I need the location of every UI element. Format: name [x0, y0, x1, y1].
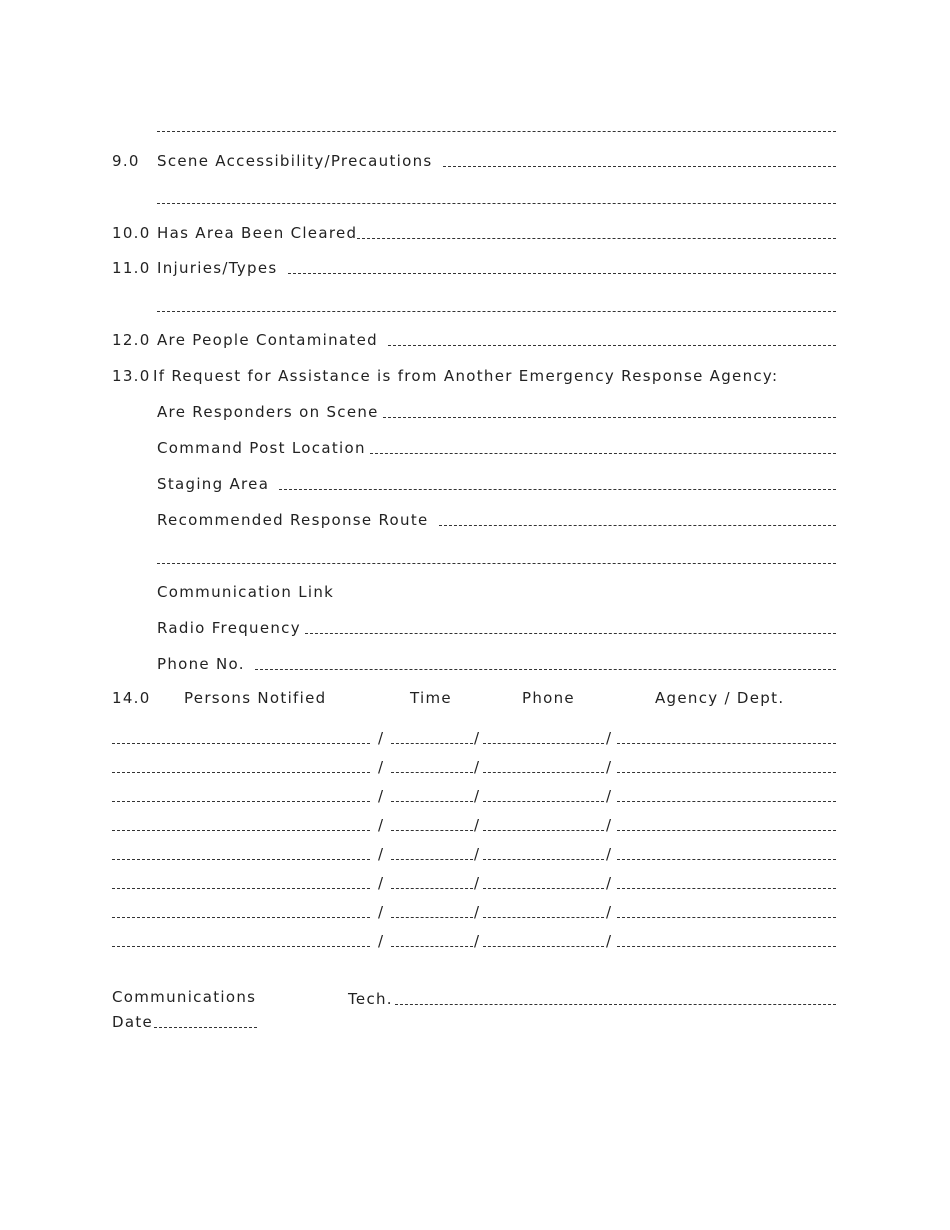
staging-label: Staging Area — [157, 475, 270, 493]
phone-field[interactable] — [483, 859, 604, 860]
item-11-number: 11.0 — [112, 259, 151, 277]
agency-field[interactable] — [617, 801, 836, 802]
column-separator: / — [474, 874, 481, 892]
column-separator: / — [606, 874, 613, 892]
column-separator: / — [378, 903, 385, 921]
person-field[interactable] — [112, 830, 370, 831]
date-field[interactable] — [154, 1015, 257, 1028]
item-10-row — [112, 222, 836, 242]
persons-notified-header: Persons Notified — [184, 689, 327, 707]
injuries-field-line2[interactable] — [157, 311, 836, 312]
radio-field[interactable] — [305, 621, 836, 634]
item-9-number: 9.0 — [112, 152, 140, 170]
column-separator: / — [378, 729, 385, 747]
staging-field[interactable] — [279, 477, 836, 490]
column-separator: / — [474, 903, 481, 921]
route-field-line2[interactable] — [157, 563, 836, 564]
time-field[interactable] — [391, 830, 473, 831]
item-12-label: Are People Contaminated — [157, 331, 378, 349]
person-field[interactable] — [112, 859, 370, 860]
agency-field[interactable] — [617, 917, 836, 918]
column-separator: / — [606, 816, 613, 834]
column-separator: / — [378, 787, 385, 805]
agency-field[interactable] — [617, 830, 836, 831]
agency-field[interactable] — [617, 859, 836, 860]
column-separator: / — [606, 729, 613, 747]
column-separator: / — [378, 816, 385, 834]
responders-label: Are Responders on Scene — [157, 403, 379, 421]
route-label: Recommended Response Route — [157, 511, 429, 529]
date-row — [112, 1011, 257, 1031]
column-separator: / — [606, 932, 613, 950]
command-post-row — [157, 437, 836, 457]
column-separator: / — [606, 903, 613, 921]
agency-field[interactable] — [617, 888, 836, 889]
person-field[interactable] — [112, 888, 370, 889]
item-13-number: 13.0 — [112, 367, 151, 385]
item-13-row — [112, 365, 836, 385]
communications-label: Communications — [112, 988, 257, 1006]
time-field[interactable] — [391, 743, 473, 744]
route-row — [157, 509, 836, 529]
injuries-field[interactable] — [288, 261, 836, 274]
column-separator: / — [606, 787, 613, 805]
comm-link-label: Communication Link — [157, 583, 335, 601]
column-separator: / — [378, 932, 385, 950]
area-cleared-field[interactable] — [357, 226, 836, 239]
notified-row — [112, 727, 836, 747]
tech-row — [348, 988, 836, 1008]
command-post-field[interactable] — [370, 441, 836, 454]
time-header: Time — [410, 689, 452, 707]
agency-header: Agency / Dept. — [655, 689, 785, 707]
notified-row — [112, 901, 836, 921]
time-field[interactable] — [391, 917, 473, 918]
agency-field[interactable] — [617, 772, 836, 773]
column-separator: / — [378, 845, 385, 863]
phone-field[interactable] — [255, 657, 836, 670]
scene-accessibility-field[interactable] — [443, 154, 837, 167]
contaminated-field[interactable] — [388, 333, 836, 346]
tech-label: Tech. — [348, 990, 393, 1008]
item-9-row — [112, 150, 836, 170]
column-separator: / — [474, 845, 481, 863]
time-field[interactable] — [391, 859, 473, 860]
column-separator: / — [606, 845, 613, 863]
phone-field[interactable] — [483, 743, 604, 744]
radio-label: Radio Frequency — [157, 619, 301, 637]
item-11-row — [112, 257, 836, 277]
item-11-label: Injuries/Types — [157, 259, 278, 277]
time-field[interactable] — [391, 946, 473, 947]
column-separator: / — [474, 787, 481, 805]
item-13-label: If Request for Assistance is from Another Emergency Response Agency: — [153, 367, 779, 385]
time-field[interactable] — [391, 801, 473, 802]
phone-field[interactable] — [483, 917, 604, 918]
time-field[interactable] — [391, 772, 473, 773]
person-field[interactable] — [112, 946, 370, 947]
item-14-number: 14.0 — [112, 689, 151, 707]
agency-field[interactable] — [617, 743, 836, 744]
person-field[interactable] — [112, 743, 370, 744]
staging-row — [157, 473, 836, 493]
phone-field[interactable] — [483, 946, 604, 947]
item-12-number: 12.0 — [112, 331, 151, 349]
tech-field[interactable] — [395, 992, 836, 1005]
phone-label: Phone No. — [157, 655, 245, 673]
item-12-row — [112, 329, 836, 349]
radio-row — [157, 617, 836, 637]
notified-row — [112, 930, 836, 950]
phone-field[interactable] — [483, 772, 604, 773]
column-separator: / — [474, 729, 481, 747]
person-field[interactable] — [112, 917, 370, 918]
responders-row — [157, 401, 836, 421]
item-9-label: Scene Accessibility/Precautions — [157, 152, 433, 170]
column-separator: / — [474, 758, 481, 776]
time-field[interactable] — [391, 888, 473, 889]
responders-field[interactable] — [383, 405, 836, 418]
route-field[interactable] — [439, 513, 836, 526]
phone-field[interactable] — [483, 888, 604, 889]
agency-field[interactable] — [617, 946, 836, 947]
command-post-label: Command Post Location — [157, 439, 366, 457]
column-separator: / — [474, 932, 481, 950]
person-field[interactable] — [112, 801, 370, 802]
phone-row — [157, 653, 836, 673]
person-field[interactable] — [112, 772, 370, 773]
column-separator: / — [378, 874, 385, 892]
phone-header: Phone — [522, 689, 575, 707]
phone-field[interactable] — [483, 801, 604, 802]
phone-field[interactable] — [483, 830, 604, 831]
item-10-label: Has Area Been Cleared — [157, 224, 358, 242]
scene-accessibility-field-line2[interactable] — [157, 203, 836, 204]
column-separator: / — [474, 816, 481, 834]
comm-link-row — [157, 581, 836, 601]
item-10-number: 10.0 — [112, 224, 151, 242]
date-label: Date — [112, 1013, 154, 1031]
column-separator: / — [378, 758, 385, 776]
notified-row — [112, 814, 836, 834]
notified-row — [112, 756, 836, 776]
continuation-line[interactable] — [157, 131, 836, 132]
column-separator: / — [606, 758, 613, 776]
notified-row — [112, 872, 836, 892]
notified-row — [112, 843, 836, 863]
notified-row — [112, 785, 836, 805]
